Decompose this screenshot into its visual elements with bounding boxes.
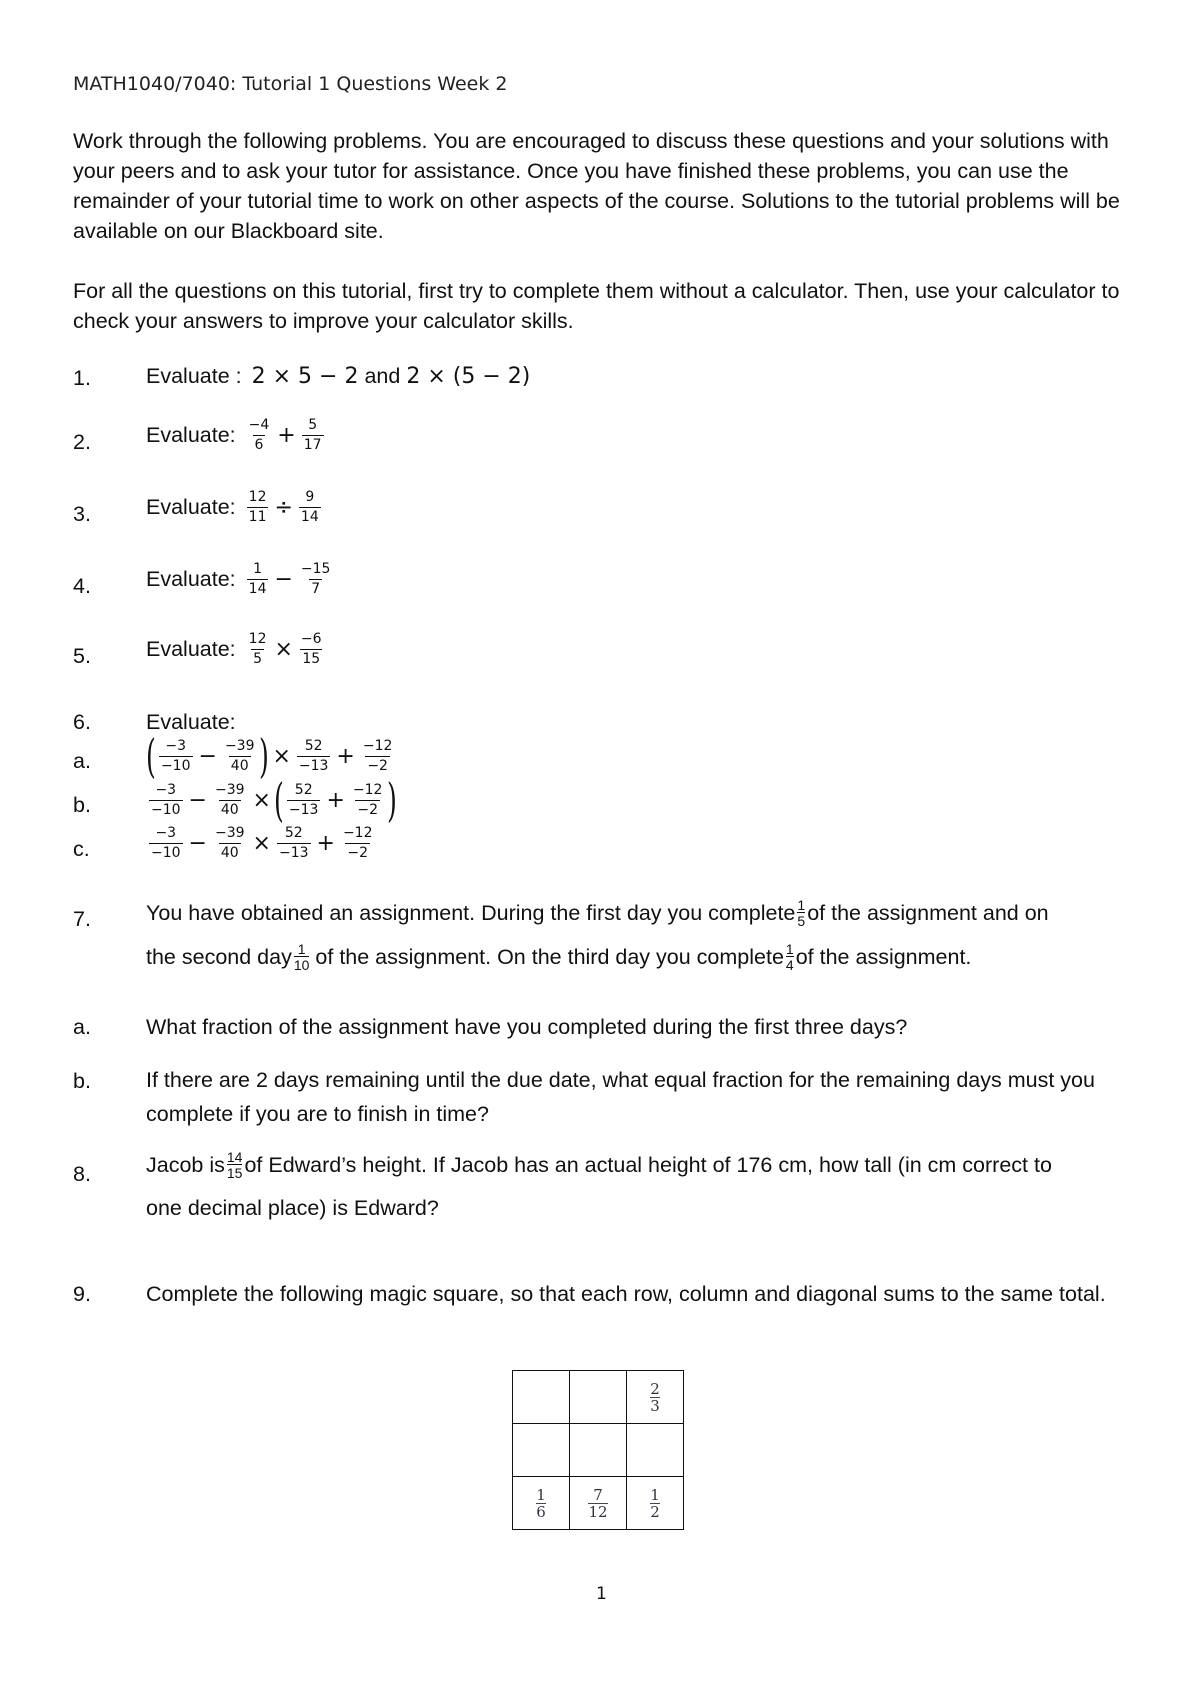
question-6c-expression [146, 826, 378, 861]
magic-cell-1-6: $\frac{1}{6}$ [513, 1477, 570, 1530]
question-5-operator: × [274, 637, 293, 662]
minus-operator: − [188, 787, 207, 813]
question-4-number: 4. [73, 574, 91, 598]
question-2-number: 2. [73, 430, 91, 454]
question-8-line-1 [146, 1150, 1052, 1180]
fraction-1-4: 1 4 [785, 941, 794, 973]
magic-cell-empty [570, 1424, 627, 1477]
fraction-neg3-neg10: $\frac{-3}{-10}$ [151, 825, 181, 861]
question-7b-label: b. [73, 1069, 91, 1093]
question-6-label: Evaluate: [146, 710, 236, 734]
page-header: MATH1040/7040: Tutorial 1 Questions Week 2 [73, 73, 508, 95]
question-2-label: Evaluate: [146, 423, 236, 447]
question-7-text-2a: the second day [146, 944, 292, 969]
question-5-number: 5. [73, 644, 91, 668]
question-7-text-1b: of the assignment and on [807, 900, 1049, 925]
magic-cell-2-3: $\frac{2}{3}$ [627, 1371, 684, 1424]
question-6b-label: b. [73, 793, 91, 817]
magic-cell-empty [513, 1371, 570, 1424]
question-6c-label: c. [73, 837, 90, 861]
question-2-fraction-1: $\frac{-4}{6}$ [248, 417, 270, 453]
question-3-operator: ÷ [274, 495, 293, 520]
question-5-fraction-2: $\frac{-6}{15}$ [300, 631, 322, 667]
plus-operator: + [316, 831, 335, 856]
fraction-neg39-40: $\frac{-39}{40}$ [214, 825, 245, 861]
fraction-52-neg13: $\frac{52}{-13}$ [298, 737, 329, 774]
plus-operator: + [336, 743, 355, 769]
magic-cell-1-2: $\frac{1}{2}$ [627, 1477, 684, 1530]
question-4-fraction-2: $\frac{-15}{7}$ [300, 561, 331, 597]
fraction-52-neg13: $\frac{52}{-13}$ [288, 781, 319, 818]
fraction-neg3-neg10: $\frac{-3}{-10}$ [160, 737, 191, 774]
plus-operator: + [326, 787, 345, 813]
right-paren: ) [387, 773, 398, 827]
fraction-neg39-40: $\frac{-39}{40}$ [224, 737, 255, 774]
question-7-text-1a: You have obtained an assignment. During the first day you complete [146, 900, 796, 925]
question-4-fraction-1: $\frac{1}{14}$ [248, 561, 267, 597]
fraction-neg12-neg2: $\frac{-12}{-2}$ [352, 781, 383, 818]
magic-cell-empty [627, 1424, 684, 1477]
question-6a-expression [146, 729, 397, 783]
question-5-label: Evaluate: [146, 637, 236, 661]
question-4 [146, 562, 335, 597]
question-3-fraction-2: $\frac{9}{14}$ [300, 489, 319, 525]
times-operator: × [252, 787, 271, 813]
calculator-note: For all the questions on this tutorial, first try to complete them without a calculator. Then, use your calculator to check your answers to improve your calculator skills. [73, 279, 1120, 333]
question-8-text-post: of Edward’s height. If Jacob has an actual height of 176 cm, how tall (in cm correct to [244, 1152, 1052, 1177]
question-3 [146, 490, 324, 525]
question-3-fraction-1: $\frac{12}{11}$ [248, 489, 267, 525]
fraction-1-10: 1 10 [293, 941, 310, 973]
left-paren: ( [146, 729, 156, 783]
question-4-label: Evaluate: [146, 567, 236, 591]
left-paren: ( [274, 773, 284, 827]
question-1 [146, 364, 530, 389]
times-operator: × [252, 831, 271, 856]
question-3-number: 3. [73, 502, 91, 526]
right-paren: ) [259, 729, 270, 783]
question-6-number: 6. [73, 710, 91, 734]
fraction-52-neg13: $\frac{52}{-13}$ [278, 825, 309, 861]
question-7b-text: If there are 2 days remaining until the due date, what equal fraction for the remaining days must you complete if you are to finish in time? [146, 1068, 1095, 1126]
fraction-1-5: 1 5 [797, 897, 806, 929]
magic-square [512, 1370, 684, 1530]
minus-operator: − [188, 831, 207, 856]
question-6b-expression [146, 773, 398, 827]
question-7a-label: a. [73, 1015, 91, 1039]
question-9-text: Complete the following magic square, so that each row, column and diagonal sums to the same total. [146, 1282, 1106, 1306]
question-5-fraction-1: $\frac{12}{5}$ [248, 631, 267, 667]
question-7a-text: What fraction of the assignment have you completed during the first three days? [146, 1015, 908, 1039]
page-number: 1 [596, 1584, 607, 1604]
magic-cell-empty [570, 1371, 627, 1424]
minus-operator: − [198, 743, 217, 769]
question-3-label: Evaluate: [146, 495, 236, 519]
question-9-number: 9. [73, 1282, 91, 1306]
fraction-neg12-neg2: $\frac{-12}{-2}$ [362, 737, 393, 774]
question-8-text-pre: Jacob is [146, 1152, 225, 1177]
question-5 [146, 632, 327, 667]
question-7-line-2 [146, 942, 971, 972]
magic-cell-empty [513, 1424, 570, 1477]
times-operator: × [272, 743, 291, 769]
question-2-operator: + [277, 423, 296, 448]
question-8-line-2: one decimal place) is Edward? [146, 1196, 439, 1220]
question-1-joiner: and [364, 364, 401, 388]
question-2 [146, 418, 327, 453]
question-7-text-2c: of the assignment. [795, 944, 972, 969]
question-1-expr-a: 2 × 5 − 2 [251, 364, 359, 389]
question-7-text-2b: of the assignment. On the third day you complete [315, 944, 784, 969]
question-2-fraction-2: $\frac{5}{17}$ [303, 417, 322, 453]
question-1-number: 1. [73, 366, 91, 390]
question-1-expr-b: 2 × (5 − 2) [406, 364, 531, 389]
fraction-14-15: 14 15 [226, 1149, 243, 1181]
intro-paragraph: Work through the following problems. You are encouraged to discuss these questions and your solutions with your peers and to ask your tutor for assistance. Once you have finished these problems, you can use the remainder of your tutorial time to work on other aspects of the course. Solutions to the tutorial problems will be available on our Blackboard site. [73, 129, 1120, 243]
question-7-number: 7. [73, 907, 91, 931]
question-4-operator: − [274, 567, 293, 592]
question-1-label: Evaluate : [146, 364, 242, 388]
question-6a-label: a. [73, 749, 91, 773]
fraction-neg12-neg2: $\frac{-12}{-2}$ [342, 825, 373, 861]
fraction-neg39-40: $\frac{-39}{40}$ [214, 781, 245, 818]
magic-cell-7-12: $\frac{7}{12}$ [570, 1477, 627, 1530]
question-8-number: 8. [73, 1162, 91, 1186]
fraction-neg3-neg10: $\frac{-3}{-10}$ [151, 781, 181, 818]
question-7-line-1 [146, 898, 1049, 928]
